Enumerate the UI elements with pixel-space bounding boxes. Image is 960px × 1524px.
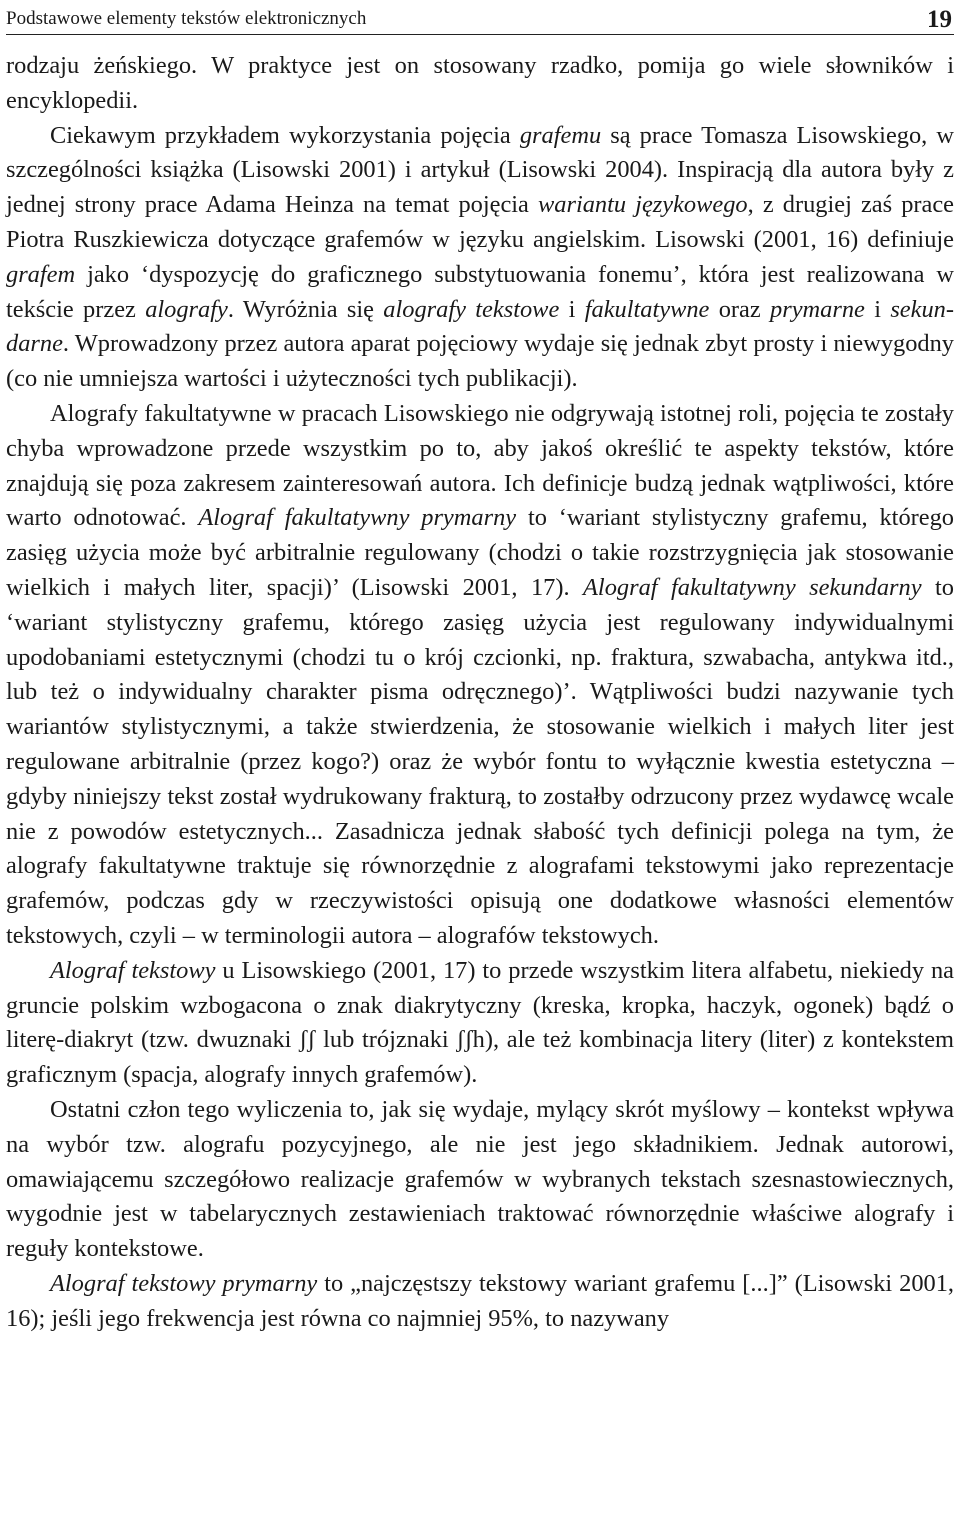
- text-run: to „najczęstszy tekstowy wariant grafemu [...]” (Lisowski 2001, 16); jeśli jego frekwencja jest równa co najmniej 95%, to nazywany: [6, 1269, 955, 1332]
- paragraph: [6, 954, 954, 1093]
- text-run: jako ‘dyspozycję do graficznego substytuowania fonemu’, która jest realizowana w tekście przez: [6, 260, 954, 323]
- italic-term: sekundarne: [6, 295, 954, 358]
- running-head-title: Podstawowe elementy tekstów elektronicznych: [6, 8, 367, 29]
- paragraph: [6, 119, 954, 397]
- italic-term: grafemu: [519, 121, 602, 149]
- text-run: Ostatni człon tego wyliczenia to, jak się wydaje, mylący skrót myślowy – kontekst wpływa na wybór tzw. alografu pozycyjnego, ale nie jest jego składnikiem. Jednak autorowi, omawiającemu szczegółowo realizacje grafemów w wybranych tekstach szesnastowiecznych, wygodnie jest w tabelarycznych zestawieniach traktować równorzędnie właściwe alografy i reguły kontekstowe.: [6, 1095, 954, 1263]
- text-run: i: [559, 295, 585, 323]
- paragraph: [6, 1267, 954, 1337]
- text-run: są prace Tomasza Lisowskiego, w szczególności książka (Lisowski 2001) i artykuł (Lisowski 2004). Inspiracją dla autora były z jednej strony prace Adama Heinza na temat pojęcia: [6, 121, 954, 219]
- text-run: u Lisowskiego (2001, 17) to przede wszystkim litera alfabetu, niekiedy na gruncie polskim wzbogacona o znak diakrytyczny (kreska, kropka, haczyk, ogonek) bądź o literę-diakryt (tzw. dwuznaki ʃʃ lub trójznaki ʃʃh), ale też kombinacja litery (liter) z kontekstem graficznym (spacja, alografy innych grafemów).: [6, 956, 954, 1089]
- text-run: to ‘wariant stylistyczny grafemu, którego zasięg użycia jest regulowany indywidualnymi upodobaniami estetycznymi (chodzi tu o krój czcionki, np. fraktura, szwabacha, antykwa itd., lub też o indywidualny charakter pisma odręcznego)’. Wątpliwości budzi nazywanie tych wariantów stylistycznymi, a także stwierdzenia, że stosowanie wielkich i małych liter jest regulowane arbitralnie (przez kogo?) oraz że wybór fontu to wyłącznie kwestia estetyczna – gdyby niniejszy tekst został wydrukowany frakturą, to zostałby odrzucony przez wydawcę wcale nie z powodów estetycznych... Zasadnicza jednak słabość tych definicji polega na tym, że alografy fakultatywne traktuje się równorzędnie z alografami tekstowymi jako reprezentacje grafemów, podczas gdy w rzeczywistości opisują one dodatkowe własności elementów tekstowych, czyli – w terminologii autora – alografów tekstowych.: [6, 573, 954, 949]
- text-run: Ciekawym przykładem wykorzystania pojęcia: [50, 121, 520, 149]
- italic-term: prymarne: [770, 295, 865, 323]
- italic-term: Alograf fakultatywny prymarny: [198, 504, 517, 532]
- text-run: Alografy fakultatywne w pracach Lisowskiego nie odgrywają istotnej roli, pojęcia te zostały chyba wprowadzone przede wszystkim po to, aby jakoś określić te aspekty tekstów, które znajdują się poza zakresem zainteresowań autora. Ich definicje budzą jednak wątpliwości, które warto odnotować.: [6, 399, 954, 532]
- body-text: [6, 49, 954, 1336]
- italic-term: wariantu językowego: [537, 191, 748, 219]
- paragraph: [6, 1093, 954, 1267]
- running-head: [6, 0, 954, 35]
- text-run: oraz: [709, 295, 771, 323]
- text-run: rodzaju żeńskiego. W praktyce jest on stosowany rzadko, pomija go wiele słowników i encyklopedii.: [6, 52, 954, 114]
- page-number: 19: [927, 6, 952, 33]
- italic-term: grafem: [6, 260, 76, 288]
- text-run: . Wprowadzony przez autora aparat pojęciowy wydaje się jednak zbyt prosty i niewygodny (co nie umniejsza wartości i użyteczności tych publikacji).: [6, 330, 954, 393]
- italic-term: fakultatywne: [584, 295, 710, 323]
- text-run: . Wyróżnia się: [227, 295, 384, 323]
- italic-term: Alograf tekstowy prymarny: [50, 1269, 318, 1297]
- italic-term: alografy tekstowe: [383, 295, 560, 323]
- italic-term: alografy: [145, 295, 228, 323]
- paragraph: [6, 49, 954, 119]
- paragraph: [6, 397, 954, 954]
- italic-term: Alograf fakultatywny sekundarny: [583, 573, 922, 601]
- text-run: to ‘wariant stylistyczny grafemu, którego zasięg użycia może być arbitralnie regulowany (chodzi o takie rozstrzygnięcia jak stosowanie wielkich i małych liter, spacji)’ (Lisowski 2001, 17).: [6, 504, 954, 601]
- italic-term: Alograf tekstowy: [50, 956, 216, 984]
- text-run: , z drugiej zaś prace Piotra Ruszkiewicza dotyczące grafemów w języku angielskim. Lisowski (2001, 16) definiuje: [6, 191, 954, 253]
- text-run: i: [864, 295, 891, 323]
